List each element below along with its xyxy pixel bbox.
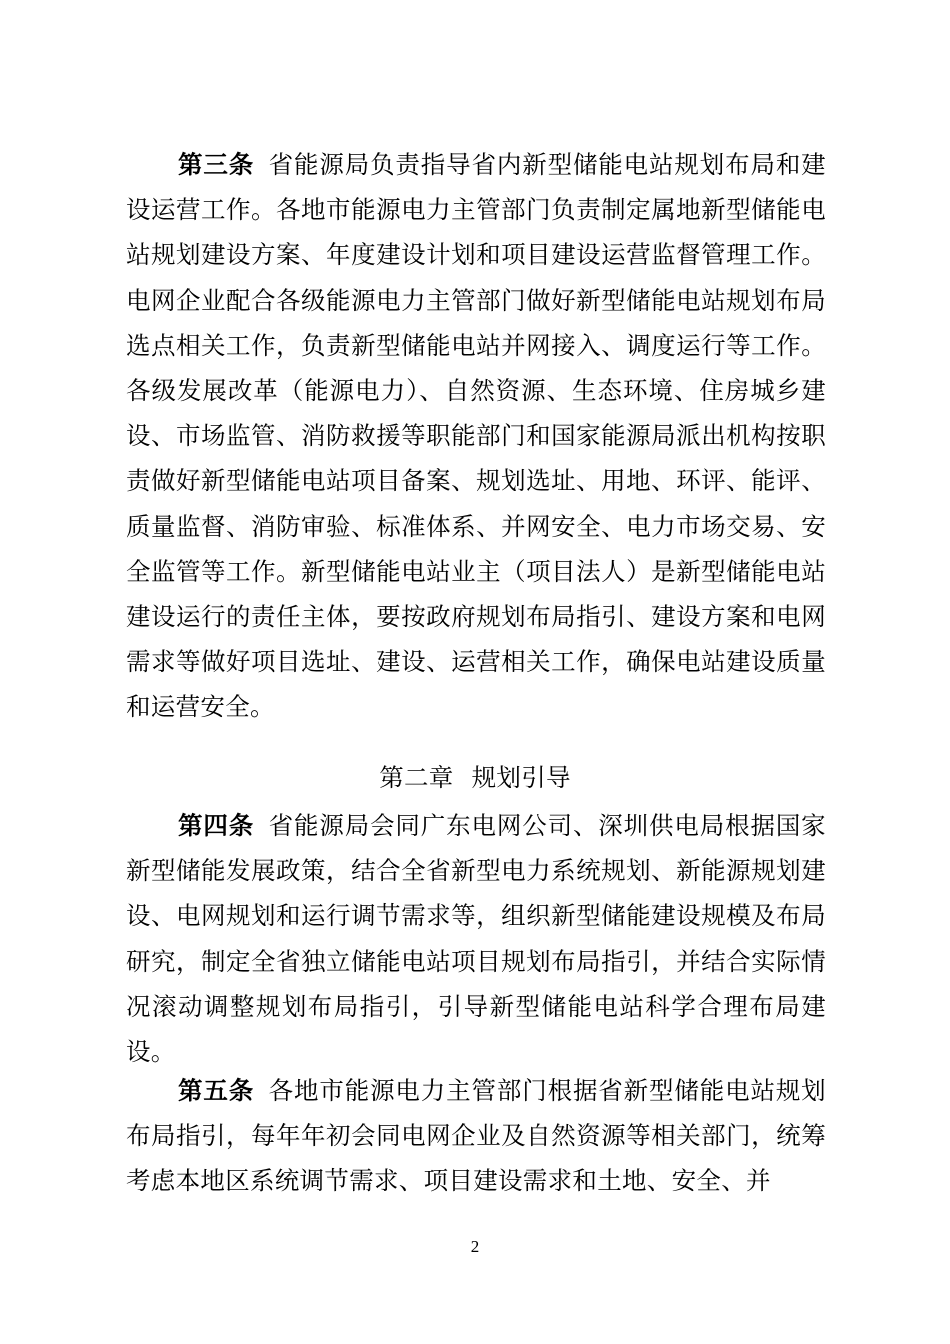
article-4: [126, 803, 826, 1074]
article-3-text: 省能源局负责指导省内新型储能电站规划布局和建设运营工作。各地市能源电力主管部门负责制定属地新型储能电站规划建设方案、年度建设计划和项目建设运营监督管理工作。电网企业配合各级能源电力主管部门做好新型储能电站规划布局选点相关工作，负责新型储能电站并网接入、调度运行等工作。各级发展改革（能源电力）、自然资源、生态环境、住房城乡建设、市场监管、消防救援等职能部门和国家能源局派出机构按职责做好新型储能电站项目备案、规划选址、用地、环评、能评、质量监督、消防审验、标准体系、并网安全、电力市场交易、安全监管等工作。新型储能电站业主（项目法人）是新型储能电站建设运行的责任主体，要按政府规划布局指引、建设方案和电网需求等做好项目选址、建设、运营相关工作，确保电站建设质量和运营安全。: [126, 150, 826, 722]
article-3: [126, 142, 826, 730]
article-5-number: 第五条: [178, 1076, 255, 1105]
article-3-number: 第三条: [178, 150, 255, 179]
article-4-number: 第四条: [178, 811, 255, 840]
chapter-number: 第二章: [379, 763, 454, 792]
page-number: 2: [470, 1237, 480, 1256]
chapter-heading: [0, 758, 950, 798]
article-5: [126, 1068, 826, 1204]
article-4-text: 省能源局会同广东电网公司、深圳供电局根据国家新型储能发展政策，结合全省新型电力系统规划、新能源规划建设、电网规划和运行调节需求等，组织新型储能建设规模及布局研究，制定全省独立储能电站项目规划布局指引，并结合实际情况滚动调整规划布局指引，引导新型储能电站科学合理布局建设。: [126, 811, 826, 1067]
article-5-text: 各地市能源电力主管部门根据省新型储能电站规划布局指引，每年年初会同电网企业及自然资源等相关部门，统筹考虑本地区系统调节需求、项目建设需求和土地、安全、并: [126, 1076, 826, 1196]
chapter-title: 规划引导: [471, 763, 571, 792]
